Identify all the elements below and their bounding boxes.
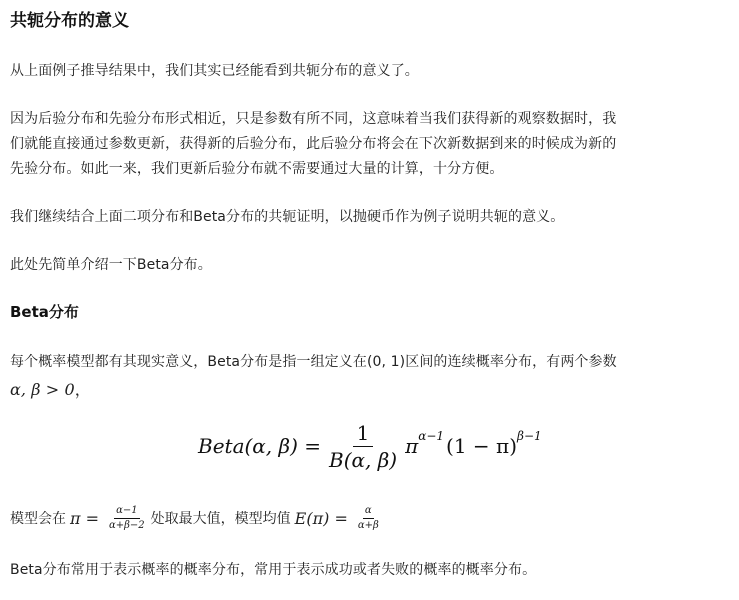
formula-lhs: Beta(α, β) = (198, 434, 321, 458)
formula-pi: π (405, 434, 419, 458)
beta-definition-text: 每个概率模型都有其现实意义，Beta分布是指一组定义在(0, 1)区间的连续概率分布，有两个参数 (10, 354, 617, 370)
mode-fraction-numerator: α−1 (114, 505, 140, 519)
mean-fraction-numerator: α (363, 505, 374, 519)
beta-params-math: α, β > 0 (10, 380, 75, 399)
formula-fraction-denominator: B(α, β) (329, 447, 398, 472)
mean-fraction-denominator: α+β (357, 519, 379, 531)
paragraph-intro: 从上面例子推导结果中，我们其实已经能看到共轭分布的意义了。 (10, 63, 419, 79)
formula-exponent-2: β−1 (517, 429, 542, 443)
mode-fraction-denominator: α+β−2 (109, 519, 145, 531)
paragraph-coin-example: 我们继续结合上面二项分布和Beta分布的共轭证明，以抛硬币作为例子说明共轭的意义。 (10, 209, 565, 225)
beta-params-trailing: ， (74, 380, 91, 399)
subsection-title: Beta分布 (10, 303, 79, 321)
formula-fraction (325, 422, 401, 471)
mode-fraction (107, 505, 147, 532)
formula-fraction-numerator: 1 (353, 422, 374, 447)
mode-middle-text: 处取最大值，模型均值 (150, 511, 291, 527)
paragraph-meaning-line-3: 先验分布。如此一来，我们更新后验分布就不需要通过大量的计算，十分方便。 (10, 161, 504, 177)
formula-one-minus-pi: (1 − π) (446, 434, 517, 458)
paragraph-meaning-line-1: 因为后验分布和先验分布形式相近，只是参数有所不同，这意味着当我们获得新的观察数据时，我 (10, 111, 617, 127)
paragraph-beta-usage: Beta分布常用于表示概率的概率分布，常用于表示成功或者失败的概率的概率分布。 (10, 562, 537, 578)
mode-and-mean-line (10, 503, 385, 533)
paragraph-meaning (10, 107, 732, 182)
paragraph-beta-intro-lead: 此处先简单介绍一下Beta分布。 (10, 257, 212, 273)
mean-fraction (356, 505, 381, 532)
mean-expectation-equals: E(π) = (294, 508, 348, 528)
formula-exponent-1: α−1 (418, 429, 445, 443)
paragraph-meaning-line-2: 们就能直接通过参数更新，获得新的后验分布，此后验分布将会在下次新数据到来的时候成为新的 (10, 136, 617, 152)
mode-prefix: 模型会在 (10, 511, 66, 527)
beta-density-formula (198, 418, 544, 474)
paragraph-beta-definition (10, 350, 732, 402)
section-title: 共轭分布的意义 (10, 11, 129, 31)
mode-pi-equals: π = (70, 508, 100, 528)
